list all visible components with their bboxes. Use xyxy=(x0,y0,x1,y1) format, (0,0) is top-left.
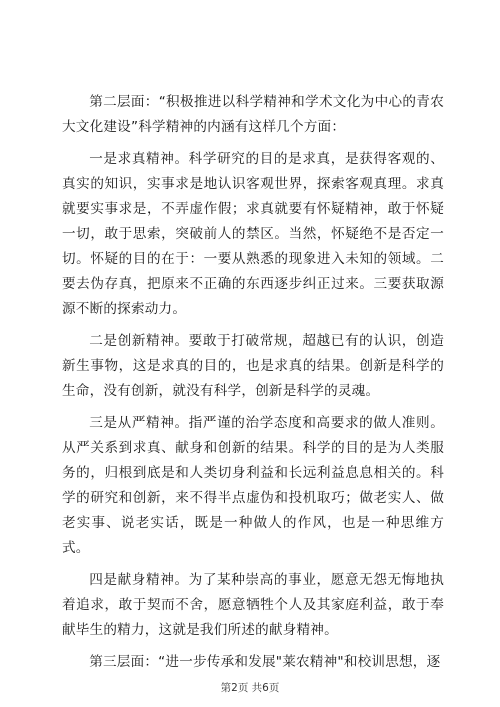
paragraph-second-level: 第二层面：“积极推进以科学精神和学术文化为中心的青农大文化建设”科学精神的内涵有这样几个方面： xyxy=(62,94,444,135)
paragraph-rigor: 三是从严精神。指严谨的治学态度和高要求的做人准则。从严关系到求真、献身和创新的结果。科学的目的是为人类服务的，归根到底是和人类切身利益和长远利益息息相关的。科学的研究和创新，来不得半点虚伪和投机取巧；做老实人、做老实事、说老实话，既是一种做人的作风，也是一种思维方式。 xyxy=(62,415,444,556)
document-body xyxy=(62,90,444,682)
paragraph-third-level: 第三层面：“进一步传承和发展"莱农精神"和校训思想，逐 xyxy=(89,654,441,670)
paragraph-innovation: 二是创新精神。要敢于打破常规，超越已有的认识，创造新生事物，这是求真的目的，也是求真的结果。创新是科学的生命，没有创新，就没有科学，创新是科学的灵魂。 xyxy=(62,333,444,399)
paragraph-dedication: 四是献身精神。为了某种崇高的事业，愿意无怨无悔地执着追求，敢于契而不舍，愿意牺牲个人及其家庭利益，敢于奉献毕生的精力，这就是我们所述的献身精神。 xyxy=(62,572,444,638)
page-number-footer: 第2页 共6页 xyxy=(220,682,280,694)
paragraph-truth-seeking: 一是求真精神。科学研究的目的是求真，是获得客观的、真实的知识，实事求是地认识客观世界，探索客观真理。求真就要实事求是，不弄虚作假；求真就要有怀疑精神，敢于怀疑一切，敢于思索，突破前人的禁区。当然，怀疑绝不是否定一切。怀疑的目的在于：一要从熟悉的现象进入未知的领域。二要去伪存真，把原来不正确的东西逐步纠正过来。三要获取源源不断的探索动力。 xyxy=(62,151,444,317)
